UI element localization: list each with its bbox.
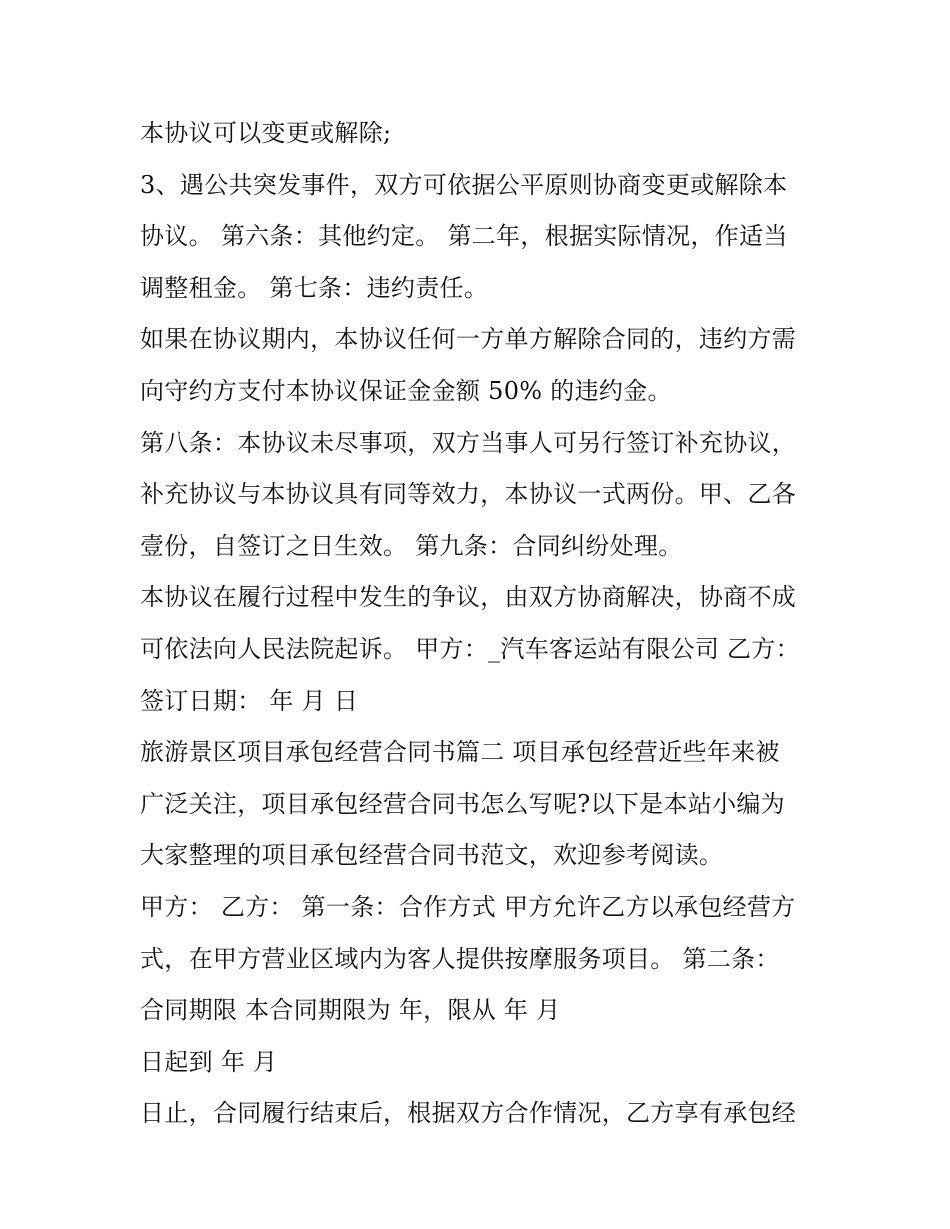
- document-body: [140, 108, 830, 1140]
- text-line: 式，在甲方营业区域内为客人提供按摩服务项目。 第二条：: [140, 944, 780, 973]
- text-line: 日起到 年 月: [140, 1047, 278, 1076]
- text-line: 向守约方支付本协议保证金金额 50% 的违约金。: [140, 376, 672, 405]
- text-line: 补充协议与本协议具有同等效力，本协议一式两份。甲、乙各: [140, 480, 797, 509]
- text-line: 本协议在履行过程中发生的争议，由双方协商解决，协商不成: [140, 583, 797, 612]
- text-line: 甲方： 乙方： 第一条：合作方式 甲方允许乙方以承包经营方: [140, 892, 796, 921]
- text-line: 旅游景区项目承包经营合同书篇二 项目承包经营近些年来被: [140, 738, 780, 767]
- text-line: 可依法向人民法院起诉。 甲方：_汽车客运站有限公司 乙方：: [140, 634, 800, 663]
- text-line: 壹份，自签订之日生效。 第九条：合同纠纷处理。: [140, 531, 683, 560]
- text-line: 协议。 第六条：其他约定。 第二年，根据实际情况，作适当: [140, 222, 788, 251]
- text-line: 3、遇公共突发事件，双方可依据公平原则协商变更或解除本: [140, 170, 788, 199]
- text-line: 合同期限 本合同期限为 年，限从 年 月: [140, 996, 561, 1025]
- text-line: 大家整理的项目承包经营合同书范文，欢迎参考阅读。: [140, 841, 724, 870]
- text-line: 广泛关注，项目承包经营合同书怎么写呢?以下是本站小编为: [140, 789, 785, 818]
- text-line: 签订日期： 年 月 日: [140, 686, 359, 715]
- text-line: 本协议可以变更或解除;: [140, 119, 392, 147]
- text-line: 如果在协议期内，本协议任何一方单方解除合同的，违约方需: [140, 325, 797, 354]
- text-line: 调整租金。 第七条：违约责任。: [140, 273, 489, 302]
- text-line: 第八条：本协议未尽事项，双方当事人可另行签订补充协议，: [140, 428, 797, 457]
- text-line: 日止，合同履行结束后，根据双方合作情况，乙方享有承包经: [140, 1099, 797, 1128]
